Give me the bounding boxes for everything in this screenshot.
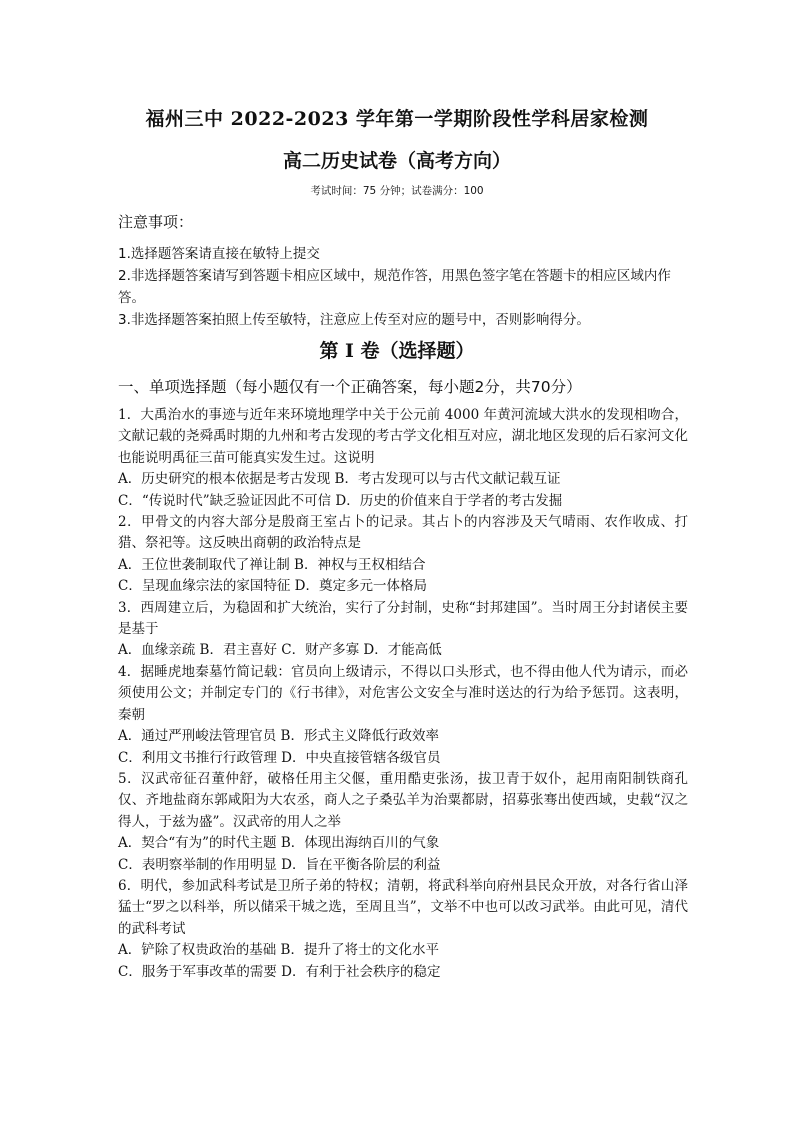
question-options: A．通过严刑峻法管理官员 B．形式主义降低行政效率 [118,728,439,745]
notice-item: 2.非选择题答案请写到答题卡相应区域中，规范作答，用黑色签字笔在答题卡的相应区域内作答。 [118,268,671,306]
exam-subtitle: 高二历史试卷（高考方向） [282,150,511,172]
question-options: A．王位世袭制取代了禅让制 B．神权与王权相结合 [118,556,426,573]
question-stem: 4．据睡虎地秦墓竹简记载：官员向上级请示，不得以口头形式，也不得由他人代为请示，而必须使用公文；并制定专门的《行书律》，对危害公文安全与准时送达的行为给予惩罚。这表明，秦朝 [118,663,688,723]
question-stem: 1．大禹治水的事迹与近年来环境地理学中关于公元前 4000 年黄河流域大洪水的发现相吻合，文献记载的尧舜禹时期的九州和考古发现的考古学文化相互对应，湖北地区发现的后石家河文化也能说明禹征三苗可能真实发生过。这说明 [118,407,688,466]
part-title: 一、单项选择题（每小题仅有一个正确答案，每小题2分，共70分） [118,378,582,396]
notice-item: 3.非选择题答案拍照上传至敏特，注意应上传至对应的题号中，否则影响得分。 [118,312,590,328]
question-stem: 2．甲骨文的内容大部分是殷商王室占卜的记录。其占卜的内容涉及天气晴雨、农作收成、打猎、祭祀等。这反映出商朝的政治特点是 [118,514,688,552]
question-stem: 6．明代，参加武科考试是卫所子弟的特权；清朝，将武科举向府州县民众开放，对各行省山泽猛士“罗之以科举，所以储采干城之选，至周且当”，文举不中也可以改习武举。由此可见，清代的武科考试 [118,877,688,937]
question-options: C．利用文书推行行政管理 D．中央直接管辖各级官员 [118,749,441,766]
question-stem: 3．西周建立后，为稳固和扩大统治，实行了分封制，史称“封邦建国”。当时周王分封诸侯主要是基于 [118,599,688,638]
question-options: C．呈现血缘宗法的家国特征 D．奠定多元一体格局 [118,578,427,595]
question-options: A．铲除了权贵政治的基础 B．提升了将士的文化水平 [118,942,439,959]
question-list [118,405,688,983]
question-options: A．血缘亲疏 B．君主喜好 C．财产多寡 D．才能高低 [118,642,442,659]
notice-title: 注意事项： [118,213,194,231]
question-options: A．历史研究的根本依据是考古发现 B．考古发现可以与古代文献记载互证 [118,471,561,488]
exam-title: 福州三中 2022-2023 学年第一学期阶段性学科居家检测 [145,108,649,130]
exam-meta: 考试时间：75 分钟；试卷满分：100 [310,185,484,197]
question-options: C．表明察举制的作用明显 D．旨在平衡各阶层的利益 [118,856,441,873]
section-title: 第 Ⅰ 卷（选择题） [319,340,475,362]
question-options: C．服务于军事改革的需要 D．有利于社会秩序的稳定 [118,963,441,980]
question-options: C．“传说时代”缺乏验证因此不可信 D．历史的价值来自于学者的考古发掘 [118,492,563,509]
question-options: A．契合“有为”的时代主题 B．体现出海纳百川的气象 [118,835,440,852]
question-stem: 5．汉武帝征召董仲舒，破格任用主父偃，重用酷吏张汤，拔卫青于奴仆，起用南阳制铁商孔仅、齐地盐商东郭咸阳为大农丞，商人之子桑弘羊为治粟都尉，招募张骞出使西域，史载“汉之得人，于兹为盛”。汉武帝的用人之举 [118,770,688,830]
notice-item: 1.选择题答案请直接在敏特上提交 [118,246,320,262]
notice-list [118,243,683,331]
